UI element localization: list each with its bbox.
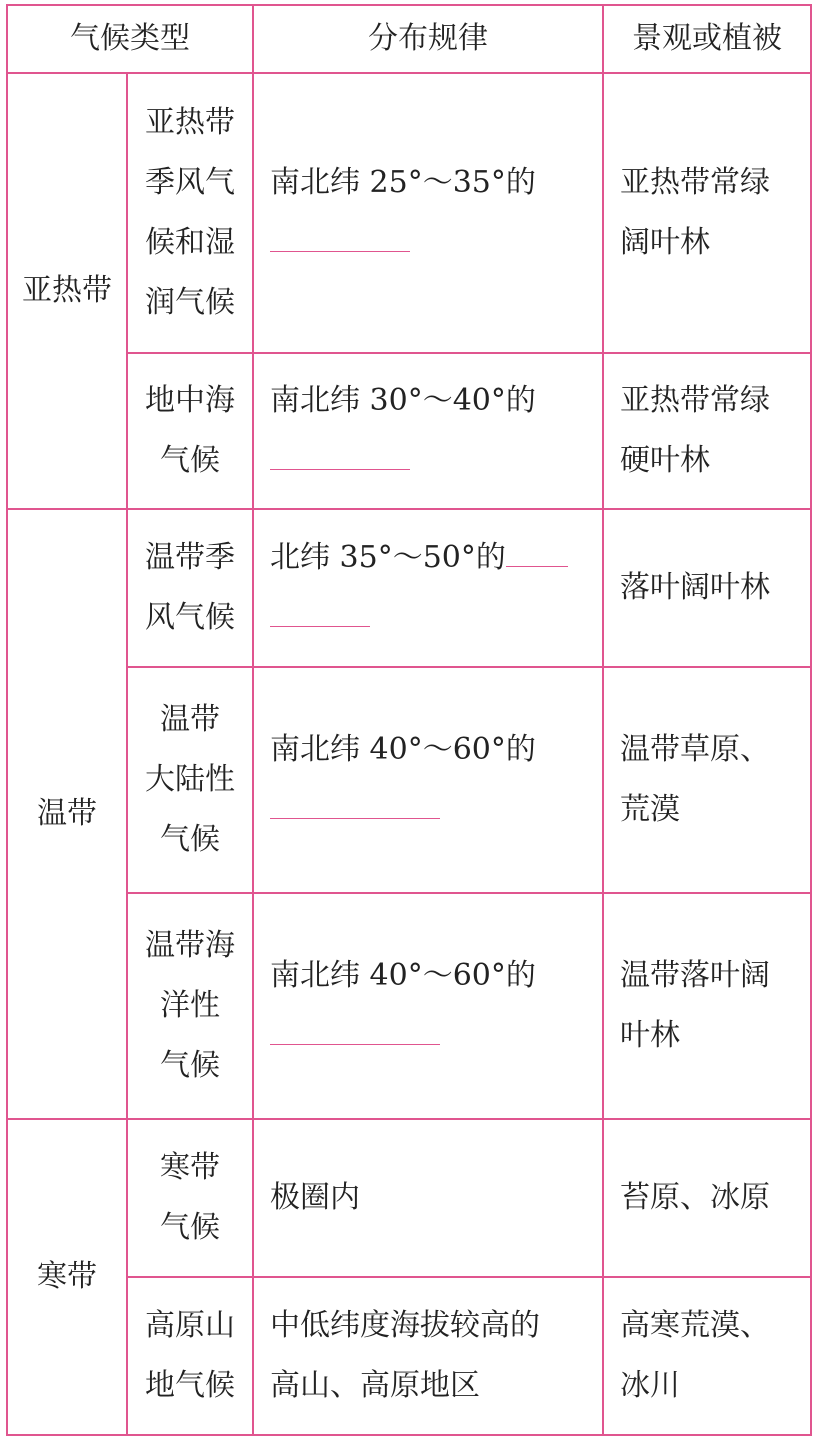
answer-blank[interactable]: [270, 790, 440, 819]
landscape-cell: 落叶阔叶林: [603, 509, 811, 667]
landscape-cell: 亚热带常绿 硬叶林: [603, 353, 811, 509]
distribution-cell: 南北纬 40°～60°的: [253, 667, 603, 893]
table-row: [7, 73, 811, 353]
landscape-cell: 苔原、冰原: [603, 1119, 811, 1277]
climate-name: 亚热带 季风气 候和湿 润气候: [127, 73, 253, 353]
header-distribution: 分布规律: [253, 5, 603, 73]
table-row: [7, 509, 811, 667]
zone-label: 亚热带: [7, 73, 127, 509]
distribution-cell: 北纬 35°～50°的: [253, 509, 603, 667]
distribution-cell: 南北纬 25°～35°的: [253, 73, 603, 353]
header-climate-type: 气候类型: [7, 5, 253, 73]
header-landscape: 景观或植被: [603, 5, 811, 73]
answer-blank[interactable]: [270, 1016, 440, 1045]
climate-name: 地中海 气候: [127, 353, 253, 509]
table-row: [7, 1119, 811, 1277]
answer-blank[interactable]: [506, 538, 568, 567]
climate-name: 温带季 风气候: [127, 509, 253, 667]
zone-label: 温带: [7, 509, 127, 1119]
climate-name: 温带 大陆性 气候: [127, 667, 253, 893]
landscape-cell: 亚热带常绿 阔叶林: [603, 73, 811, 353]
table-row: [7, 353, 811, 509]
distribution-cell: 南北纬 30°～40°的: [253, 353, 603, 509]
climate-name: 温带海 洋性 气候: [127, 893, 253, 1119]
table-row: [7, 1277, 811, 1435]
landscape-cell: 温带草原、 荒漠: [603, 667, 811, 893]
answer-blank[interactable]: [270, 598, 370, 627]
table-row: [7, 667, 811, 893]
climate-table: [6, 4, 812, 1436]
climate-name: 高原山 地气候: [127, 1277, 253, 1435]
distribution-cell: 中低纬度海拔较高的 高山、高原地区: [253, 1277, 603, 1435]
landscape-cell: 温带落叶阔 叶林: [603, 893, 811, 1119]
table-row: [7, 893, 811, 1119]
answer-blank[interactable]: [270, 223, 410, 252]
distribution-cell: 南北纬 40°～60°的: [253, 893, 603, 1119]
header-row: [7, 5, 811, 73]
answer-blank[interactable]: [270, 441, 410, 470]
distribution-cell: 极圈内: [253, 1119, 603, 1277]
zone-label: 寒带: [7, 1119, 127, 1435]
landscape-cell: 高寒荒漠、 冰川: [603, 1277, 811, 1435]
climate-name: 寒带 气候: [127, 1119, 253, 1277]
